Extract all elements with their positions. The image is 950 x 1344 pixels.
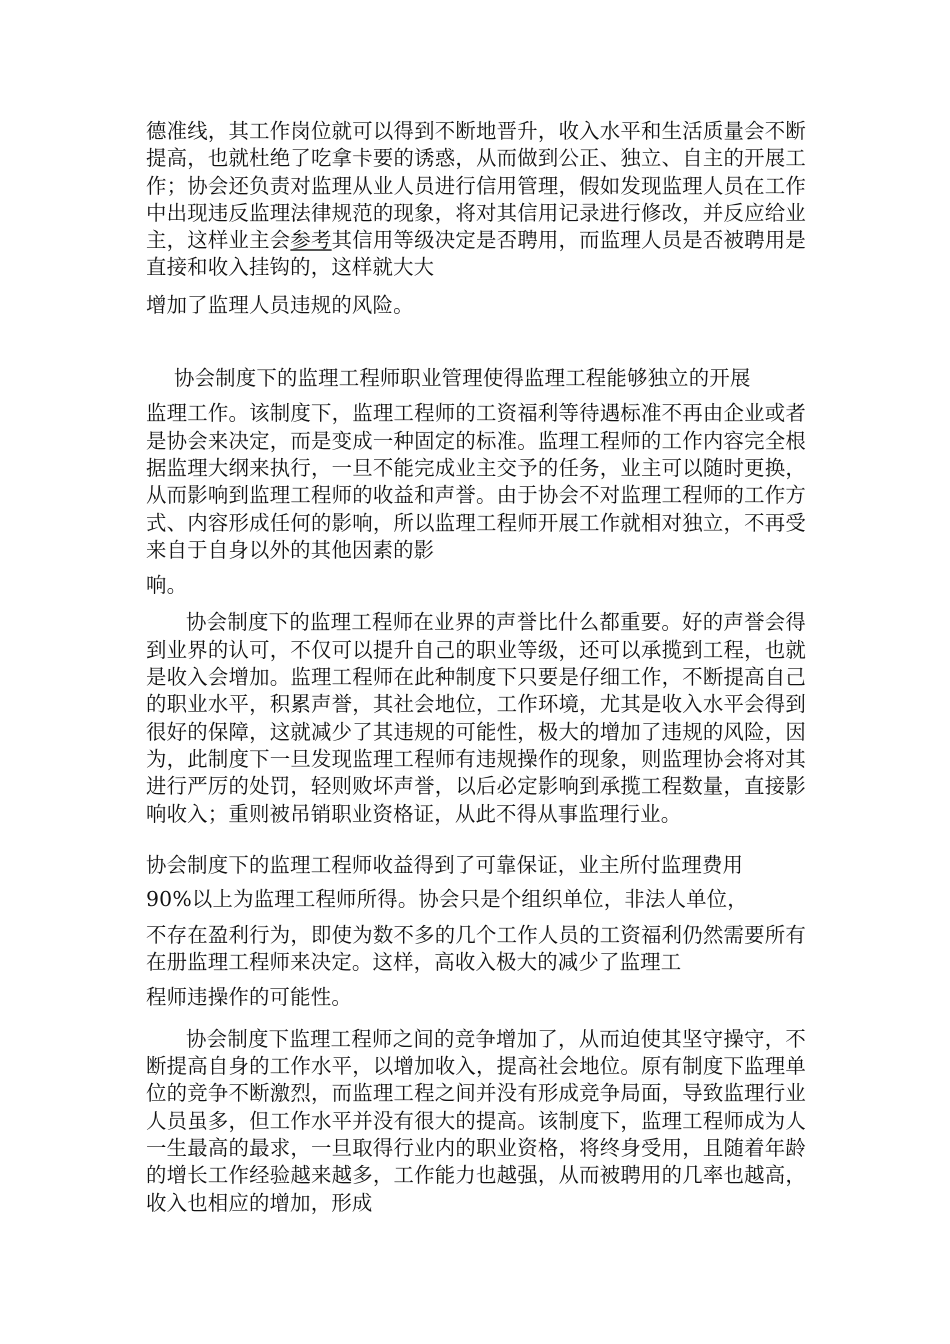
paragraph-4 (146, 848, 806, 1012)
document-body (146, 118, 806, 1217)
paragraph-2-tail: 响。 (146, 573, 188, 598)
paragraph-5: 协会制度下监理工程师之间的竞争增加了，从而迫使其坚守操守，不断提高自身的工作水平，以增加收入，提高社会地位。原有制度下监理单位的竞争不断激烈，而监理工程之间并没有形成竞争局面，导致监理行业人员虽多，但工作水平并没有很大的提高。该制度下，监理工程师成为人一生最高的最求，一旦取得行业内的职业资格，将终身受用，且随着年龄的增长工作经验越来越多，工作能力也越强，从而被聘用的几率也越高，收入也相应的增加，形成 (146, 1026, 806, 1215)
paragraph-1-tail: 增加了监理人员违规的风险。 (146, 292, 414, 317)
paragraph-4-line-1: 协会制度下的监理工程师收益得到了可靠保证，业主所付监理费用 (146, 852, 744, 877)
paragraph-2-head: 协会制度下的监理工程师职业管理使得监理工程能够独立的开展 (174, 366, 751, 391)
paragraph-4-body: 不存在盈利行为，即使为数不多的几个工作人员的工资福利仍然需要所有在册监理工程师来决定。这样，高收入极大的减少了监理工 (146, 922, 806, 975)
paragraph-4-line-2: 90%以上为监理工程师所得。协会只是个组织单位，非法人单位， (146, 886, 748, 911)
reference-link[interactable]: 参考 (290, 228, 332, 253)
paragraph-1 (146, 118, 806, 282)
paragraph-1-text: 德准线，其工作岗位就可以得到不断地晋升，收入水平和生活质量会不断提高，也就杜绝了吃拿卡要的诱惑，从而做到公正、独立、自主的开展工作；协会还负责对监理从业人员进行信用管理，假如发现监理人员在工作中出现违反监理法律规范的现象，将对其信用记录进行修改，并反应给业主，这样业主会 (146, 119, 806, 253)
paragraph-3: 协会制度下的监理工程师在业界的声誉比什么都重要。好的声誉会得到业界的认可，不仅可以提升自己的职业等级，还可以承揽到工程，也就是收入会增加。监理工程师在此种制度下只要是仔细工作，不断提高自己的职业水平，积累声誉，其社会地位，工作环境，尤其是收入水平会得到很好的保障，这就减少了其违规的可能性，极大的增加了违规的风险，因为，此制度下一旦发现监理工程师有违规操作的现象，则监理协会将对其进行严厉的处罚，轻则败坏声誉，以后必定影响到承揽工程数量，直接影响收入；重则被吊销职业资格证，从此不得从事监理行业。 (146, 610, 806, 826)
paragraph-2-body: 监理工作。该制度下，监理工程师的工资福利等待遇标准不再由企业或者是协会来决定，而是变成一种固定的标准。监理工程师的工作内容完全根据监理大纲来执行，一旦不能完成业主交予的任务，业主可以随时更换，从而影响到监理工程师的收益和声誉。由于协会不对监理工程师的工作方式、内容形成任何的影响，所以监理工程师开展工作就相对独立，不再受来自于自身以外的其他因素的影 (146, 401, 806, 562)
paragraph-4-tail: 程师违操作的可能性。 (146, 985, 352, 1010)
paragraph-1-text-cont: 其信用等级决定是否聘用，而监理人员是否被聘用是直接和收入挂钩的，这样就大大 (146, 228, 807, 280)
